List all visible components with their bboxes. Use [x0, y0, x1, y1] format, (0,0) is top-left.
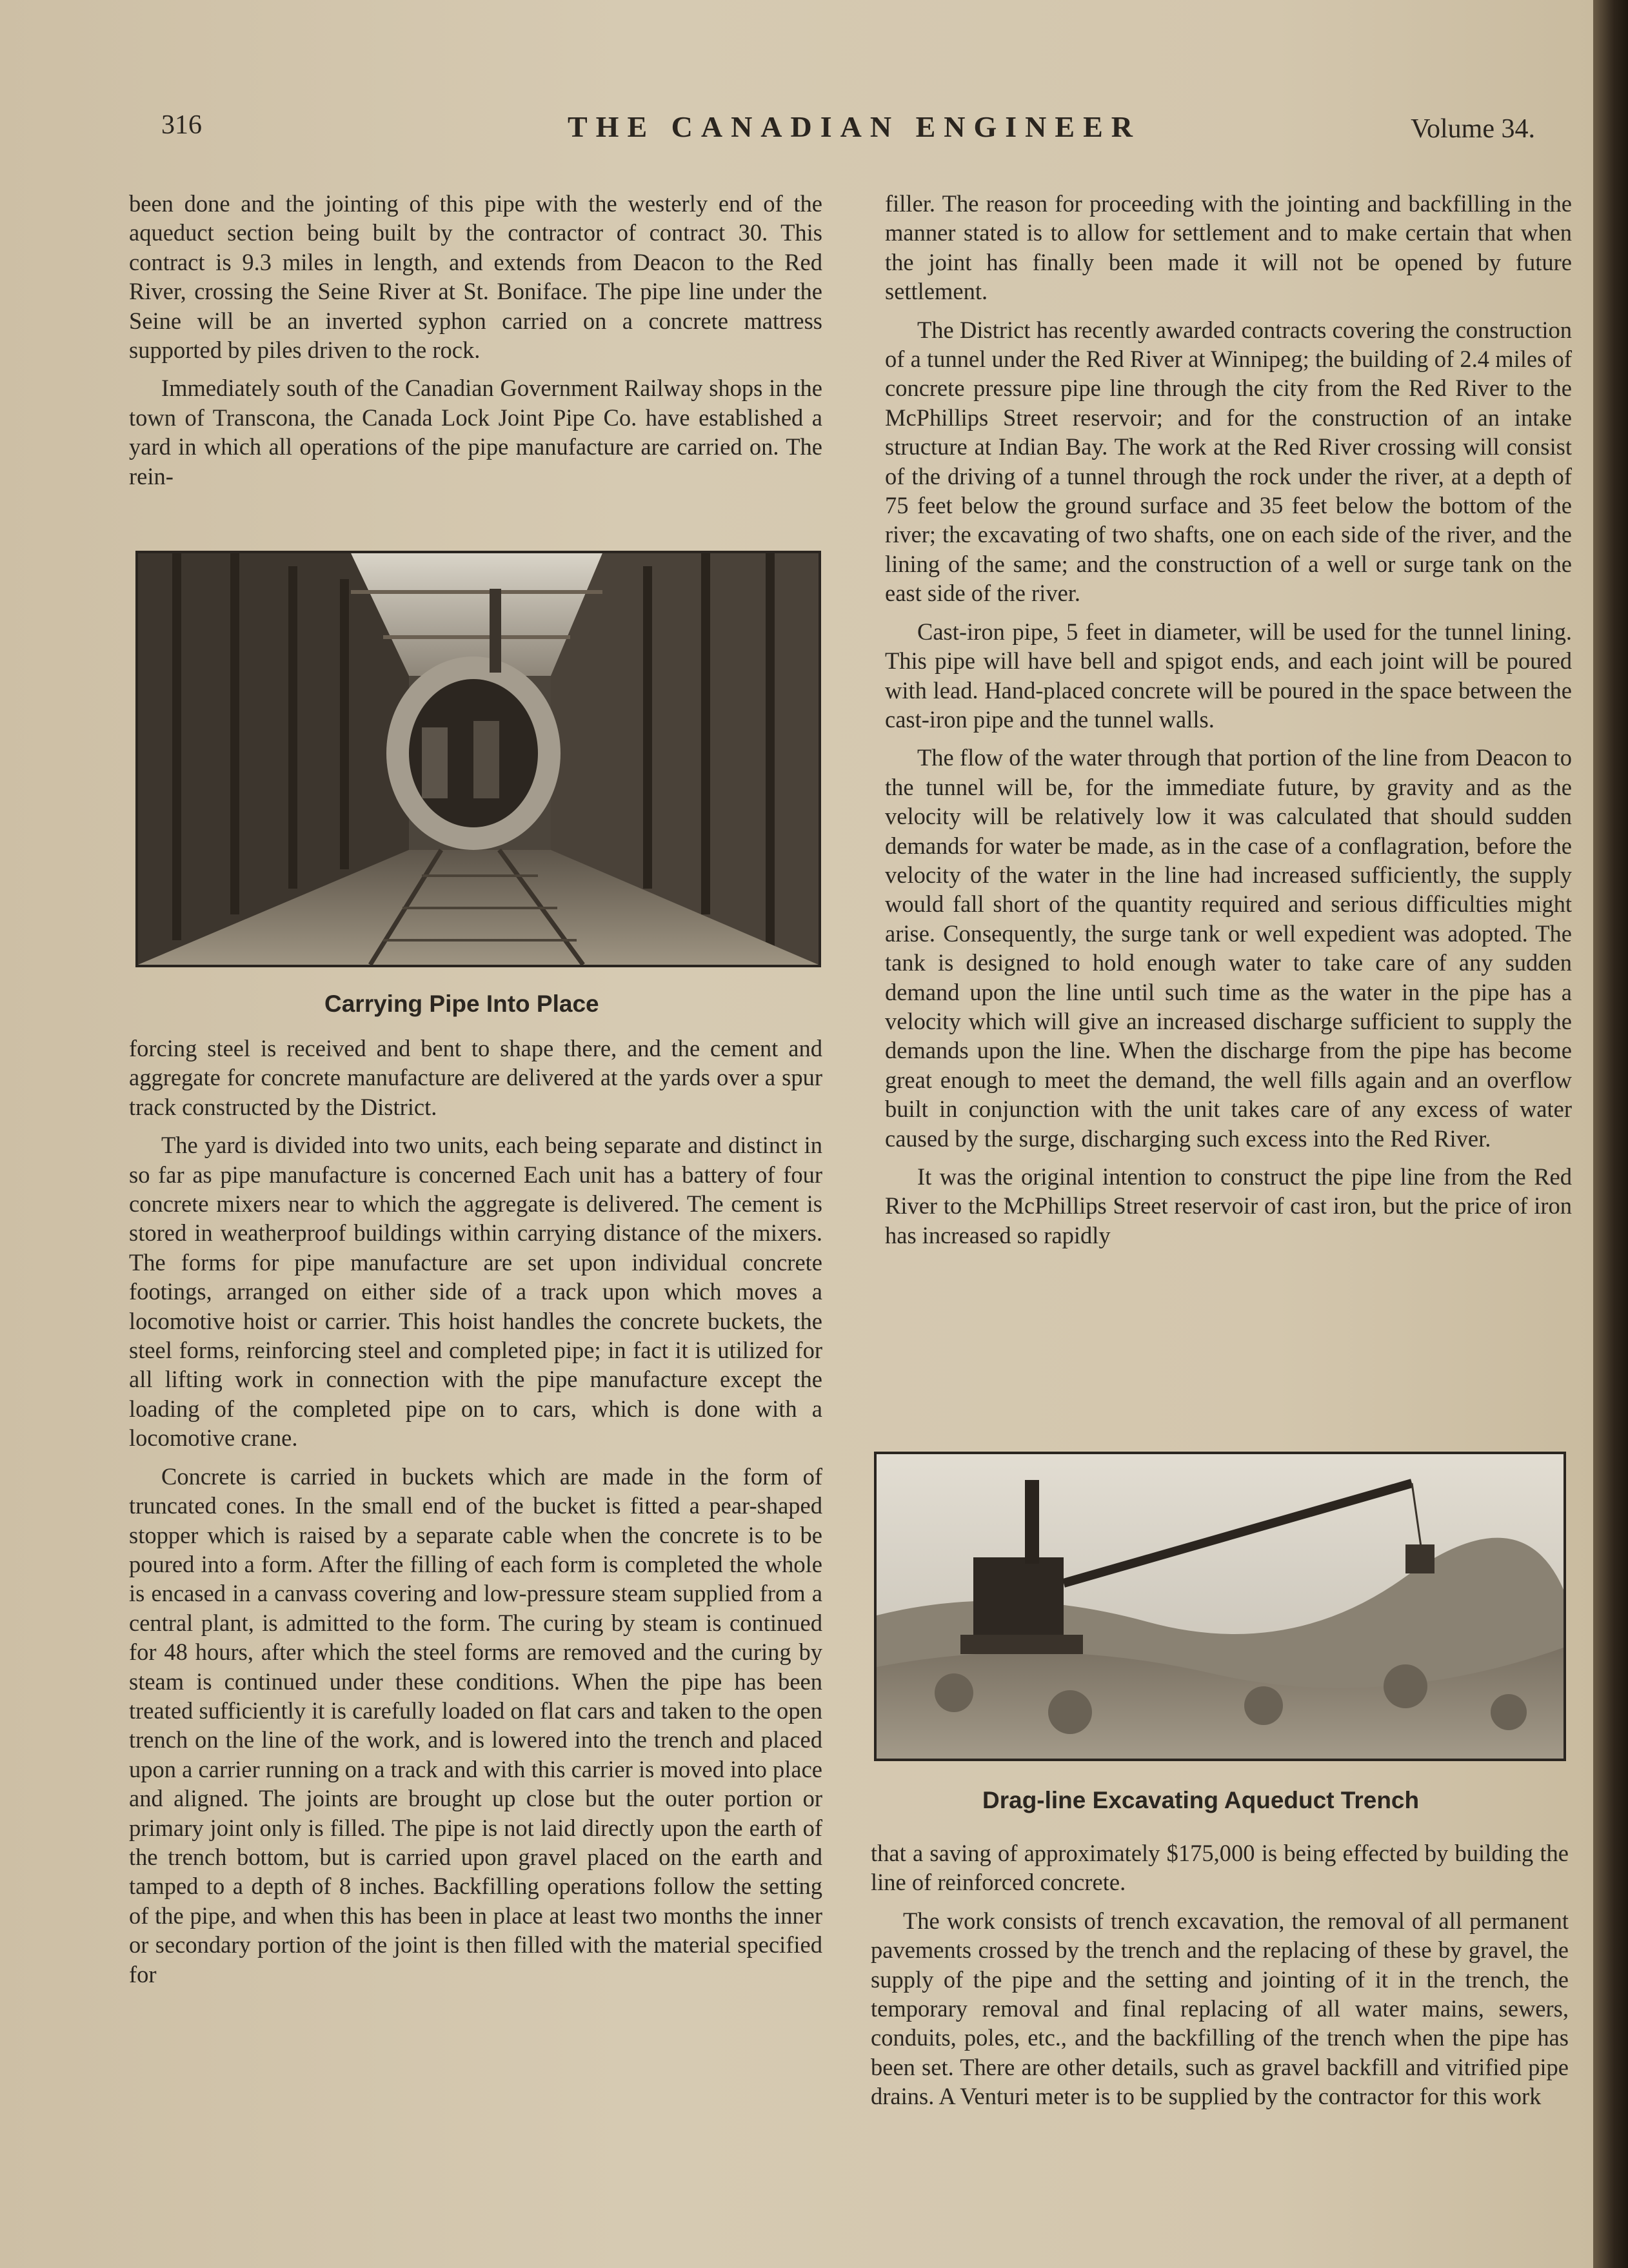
paragraph: It was the original intention to construct the pipe line from the Red River to the McPhillips Street reservoir of cast iron, but the price of iron has increased so rapidly: [885, 1163, 1572, 1248]
right-column-top: [885, 189, 1572, 1250]
volume-label: Volume 34.: [1411, 114, 1535, 144]
binding-shadow: [1593, 0, 1628, 2268]
paragraph: The flow of the water through that portion of the line from Deacon to the tunnel will be, for the immediate future, by gravity and as the velocity will be relatively low it was calculated that should sudden demands for water be made, as in the case of a conflagration, before the velocity of the water in the line had increased sufficiently, the supply would fall short of the quantity required and serious difficulties might arise. Consequently, the surge tank or well expedient was adopted. The tank is designed to hold enough water to take care of any sudden demand upon the line until such time as the water in the pipe has a velocity which will give an increased discharge sufficient to supply the demands upon the line. When the discharge from the pipe has become great enough to meet the demand, the well fills again and an overflow built in conjunction with the unit takes care of any excess of water caused by the surge, discharging such excess into the Red River.: [885, 744, 1572, 1152]
photo-drag-line: [874, 1452, 1566, 1761]
paragraph: The yard is divided into two units, each being separate and distinct in so far as pipe manufacture is concerned Each unit has a battery of four concrete mixers near to which the aggregate is delivered. The cement is stored in weatherproof buildings within carrying distance of the mixers. The forms for pipe manufacture are set upon individual concrete footings, arranged on either side of a track upon which moves a locomotive hoist or carrier. This hoist handles the concrete buckets, the steel forms, reinforcing steel and completed pipe; in fact it is utilized for all lifting work in connection with the pipe manufacture except the loading of the completed pipe on to cars, which is done with a locomotive crane.: [129, 1132, 822, 1452]
right-column-bottom: [871, 1839, 1569, 2111]
left-column-top: [129, 189, 822, 491]
photo-carrying-pipe: [135, 551, 821, 967]
page-header: [161, 110, 1535, 155]
paragraph: that a saving of approximately $175,000 is being effected by building the line of reinforced concrete.: [871, 1840, 1569, 1896]
paragraph: Concrete is carried in buckets which are made in the form of truncated cones. In the small end of the bucket is fitted a pear-shaped stopper which is raised by a separate cable when the concrete is to be poured into a form. After the filling of each form is completed the whole is encased in a canvass covering and low-pressure steam supplied from a central plant, is admitted to the form. The curing by steam is continued for 48 hours, after which the steel forms are removed and the curing by steam is continued under these conditions. When the pipe has been treated sufficiently it is carefully loaded on flat cars and taken to the open trench on the line of the work, and is lowered into the trench and placed upon a carrier running on a track and with this carrier is moved into place and aligned. The joints are brought up close but the outer portion or primary joint only is filled. The pipe is not laid directly upon the earth of the trench bottom, but is carried upon gravel placed on the earth and tamped to a depth of 8 inches. Backfilling operations follow the setting of the pipe, and when this has been in place at least two months the inner or secondary portion of the joint is then filled with the material specified for: [129, 1463, 822, 1987]
paragraph: forcing steel is received and bent to shape there, and the cement and aggregate for concrete manufacture are delivered at the yards over a spur track constructed by the District.: [129, 1035, 822, 1120]
paragraph: been done and the jointing of this pipe with the westerly end of the aqueduct section being built by the contractor of contract 30. This contract is 9.3 miles in length, and extends from Deacon to the Red River, crossing the Seine River at St. Boniface. The pipe line under the Seine will be an inverted syphon carried on a concrete mattress supported by piles driven to the rock.: [129, 190, 822, 364]
paragraph: The District has recently awarded contracts covering the construction of a tunnel under the Red River at Winnipeg; the building of 2.4 miles of concrete pressure pipe line through the city from the Red River to the McPhillips Street reservoir; and for the construction of an intake structure at Indian Bay. The work at the Red River crossing will consist of the driving of a tunnel through the rock under the river, at a depth of 75 feet below the ground surface and 35 feet below the bottom of the river; the excavating of two shafts, one on each side of the river, and the lining of the same; and the construction of a well or surge tank on the east side of the river.: [885, 316, 1572, 607]
journal-title: THE CANADIAN ENGINEER: [568, 110, 1141, 143]
paragraph: Immediately south of the Canadian Government Railway shops in the town of Transcona, the Canada Lock Joint Pipe Co. have established a yard in which all operations of the pipe manufacture are carried on. The rein-: [129, 375, 822, 489]
left-column-bottom: [129, 1034, 822, 1989]
figure-caption: Drag-line Excavating Aqueduct Trench: [982, 1787, 1420, 1813]
page-number: 316: [161, 110, 202, 140]
figure-caption: Carrying Pipe Into Place: [324, 991, 599, 1017]
paragraph: filler. The reason for proceeding with the jointing and backfilling in the manner stated is to allow for settlement and to make certain that when the joint has finally been made it will not be opened by future settlement.: [885, 190, 1572, 305]
paragraph: The work consists of trench excavation, the removal of all permanent pavements crossed by the trench and the replacing of these by gravel, the supply of the pipe and the setting and jointing of it in the trench, the temporary removal and final replacing of all water mains, sewers, conduits, poles, etc., and the backfilling of the trench when the pipe has been set. There are other details, such as gravel backfill and vitrified pipe drains. A Venturi meter is to be supplied by the contractor for this work: [871, 1907, 1569, 2110]
paragraph: Cast-iron pipe, 5 feet in diameter, will be used for the tunnel lining. This pipe will have bell and spigot ends, and each joint will be poured with lead. Hand-placed concrete will be poured in the space between the cast-iron pipe and the tunnel walls.: [885, 618, 1572, 733]
